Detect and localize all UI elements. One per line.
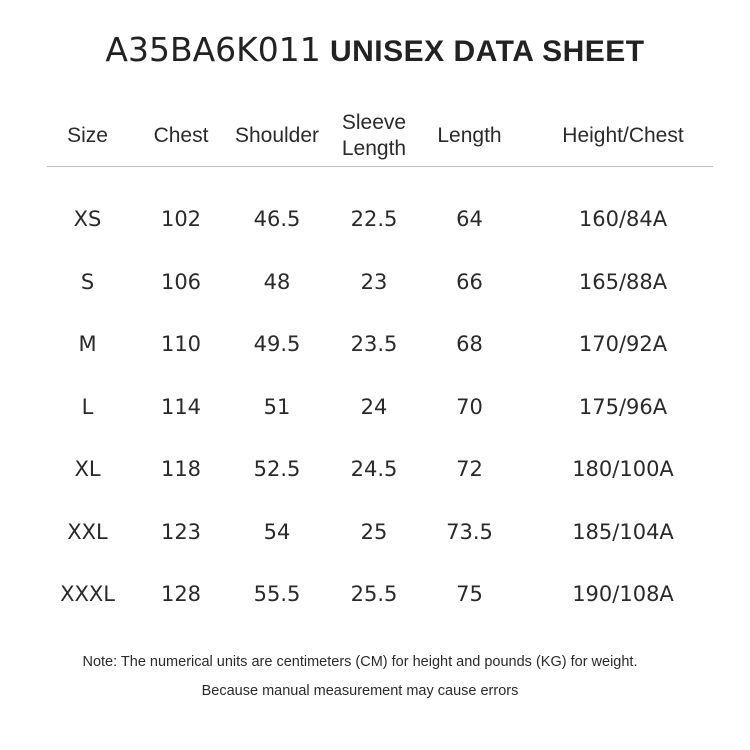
cell-height-chest: 175/96A <box>578 394 668 419</box>
header-sleeve-line1: Sleeve <box>341 111 407 134</box>
cell-chest: 102 <box>160 207 202 231</box>
header-chest: Chest <box>153 124 209 147</box>
cell-sleeve-length: 25.5 <box>350 582 398 606</box>
cell-size: M <box>78 332 97 356</box>
cell-shoulder: 49.5 <box>253 332 301 356</box>
cell-shoulder: 51 <box>263 394 291 419</box>
cell-size: XL <box>74 457 101 481</box>
cell-shoulder: 54 <box>263 519 291 544</box>
note-measurement: Because manual measurement may cause errors <box>201 683 519 699</box>
cell-sleeve-length: 23 <box>360 269 388 294</box>
header-sleeve-line2: Length <box>341 137 407 160</box>
cell-chest: 106 <box>160 269 202 294</box>
cell-length: 64 <box>456 207 483 231</box>
cell-height-chest: 160/84A <box>578 207 668 231</box>
cell-height-chest: 190/108A <box>572 582 674 606</box>
cell-height-chest: 180/100A <box>572 457 674 481</box>
header-divider <box>47 166 713 167</box>
cell-chest: 118 <box>160 457 202 481</box>
table-row <box>0 512 750 552</box>
sheet-title: UNISEX DATA SHEET <box>329 35 645 68</box>
cell-sleeve-length: 25 <box>360 519 388 544</box>
note-units: Note: The numerical units are centimeters (CM) for height and pounds (KG) for weight. <box>82 654 638 670</box>
cell-shoulder: 46.5 <box>253 207 301 231</box>
cell-chest: 114 <box>160 394 202 419</box>
cell-sleeve-length: 24.5 <box>350 457 398 481</box>
cell-chest: 123 <box>160 519 202 544</box>
cell-length: 75 <box>456 582 483 606</box>
cell-size: XXL <box>67 519 108 544</box>
table-row <box>0 262 750 302</box>
cell-size: XXXL <box>60 582 115 606</box>
cell-chest: 110 <box>160 332 202 356</box>
header-size: Size <box>67 124 108 147</box>
page-title <box>0 30 750 69</box>
cell-size: XS <box>73 207 102 231</box>
cell-length: 70 <box>456 394 483 419</box>
table-header <box>0 108 750 164</box>
cell-size: S <box>80 269 95 294</box>
cell-length: 68 <box>456 332 483 356</box>
cell-sleeve-length: 22.5 <box>350 207 398 231</box>
cell-height-chest: 165/88A <box>578 269 668 294</box>
cell-height-chest: 185/104A <box>572 519 674 544</box>
cell-height-chest: 170/92A <box>578 332 668 356</box>
cell-length: 66 <box>456 269 483 294</box>
cell-shoulder: 55.5 <box>253 582 301 606</box>
cell-size: L <box>81 394 94 419</box>
table-row <box>0 387 750 427</box>
header-height-chest: Height/Chest <box>562 124 684 147</box>
cell-shoulder: 48 <box>263 269 291 294</box>
cell-length: 73.5 <box>446 519 493 544</box>
cell-length: 72 <box>456 457 483 481</box>
header-length: Length <box>437 124 502 147</box>
cell-sleeve-length: 24 <box>360 394 388 419</box>
table-row <box>0 449 750 489</box>
table-row <box>0 574 750 614</box>
table-row <box>0 324 750 364</box>
header-sleeve-length <box>327 108 421 164</box>
cell-sleeve-length: 23.5 <box>350 332 398 356</box>
cell-shoulder: 52.5 <box>253 457 301 481</box>
product-code: A35BA6K011 <box>105 30 321 69</box>
table-row <box>0 199 750 239</box>
header-shoulder: Shoulder <box>234 124 320 147</box>
cell-chest: 128 <box>160 582 202 606</box>
